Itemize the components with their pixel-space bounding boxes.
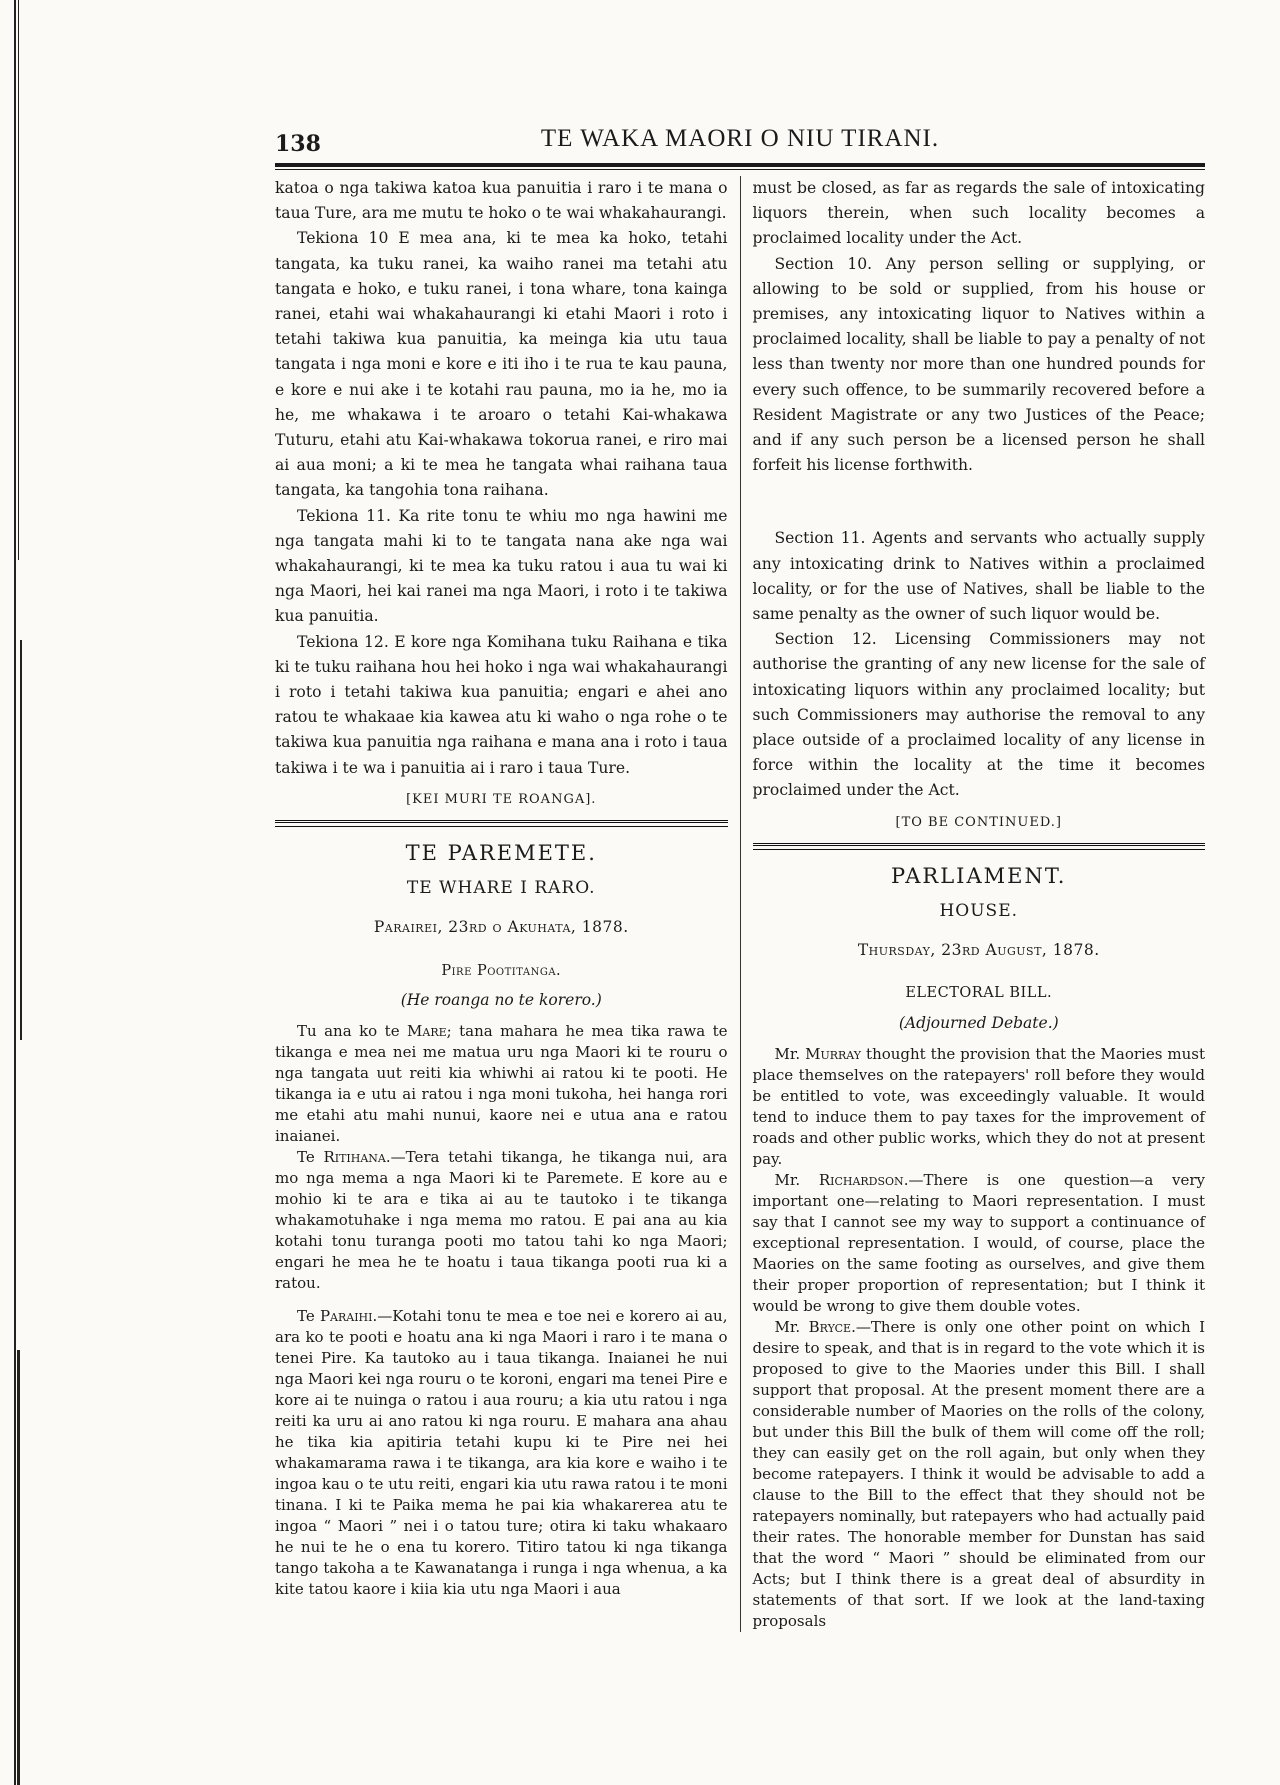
speech-text: ; tana mahara he mea tika rawa te tikanga e mea nei me matua uru nga Maori ki te rouru o nga tangata uut reiti kia whiwhi ai ratou ki te pooti. He tikanga ia e utu ai ratou i nga moni tukoha, hei hanga rori me etahi atu mahi nunui, kaore nei e utua ana e ratou inaianei. [275,1022,728,1146]
paragraph: Tekiona 12. E kore nga Komihana tuku Raihana e tika ki te tuku raihana hou hei hoko i nga wai whakahaurangi i roto i tetahi takiwa kua panuitia; engari e ahei ano ratou te whakaae kia kawea atu ki waho o nga rohe o te takiwa kua panuitia nga raihana e mana ana i roto i taua takiwa i te wa i panuitia ai i raro i taua Ture. [275,632,728,777]
speaker-name: Bryce [808,1317,852,1336]
speech-paragraph [275,1147,728,1294]
speech-text: .—There is only one other point on which I desire to speak, and that is in regard to the vote which it is proposed to give to the Maories under this Bill. I shall support that proposal. At the present moment there are a considerable number of Maories on the rolls of the colony, but under this Bill the bulk of them will come off the roll; they can easily get on the roll again, but only when they become ratepayers. I think it would be advisable to add a clause to the Bill to the effect that they should not be ratepayers nominally, but ratepayers who had actually paid their rates. The honorable member for Dunstan has said that the word “ Maori ” should be eliminated from our Acts; but I think there is a great deal of absurdity in statements of that sort. If we look at the land-taxing proposals [752,1317,1205,1630]
header-rule-thin [275,169,1205,170]
newspaper-page [275,115,1205,1632]
speech-text: .—There is one question—a very important one—relating to Maori representation. I must say that I cannot see my way to support a continuance of exceptional representation. I would, of course, place the Maories on the same footing as ourselves, and give them their proper proportion of representation; but I think it would be wrong to give them double votes. [752,1170,1205,1315]
spacer [753,478,1206,526]
paragraph: must be closed, as far as regards the sale of intoxicating liquors therein, when such locality becomes a proclaimed locality under the Act. [752,179,1205,248]
debate-date: Parairei, 23rd o Akuhata, 1878. [373,918,629,937]
speaker-name: Paraihi [319,1307,373,1326]
speaker-name: Richardson [818,1170,904,1189]
subsection-title: TE WHARE I RARO. [406,878,596,899]
debate-note: (He roanga no te korero.) [400,990,602,1009]
speech-text: thought the provision that the Maories must place themselves on the ratepayers' roll before they would be entitled to vote, was exceedingly valuable. It would tend to induce them to pay taxes for the improvement of roads and other public works, which they do not at present pay. [752,1044,1205,1168]
debate-date: Thursday, 23rd August, 1878. [857,941,1100,960]
left-column-maori [275,176,740,1632]
subsection-title: HOUSE. [939,901,1019,922]
debate-note: (Adjourned Debate.) [898,1013,1059,1032]
scan-edge [0,0,30,1785]
running-title: TE WAKA MAORI O NIU TIRANI. [540,125,940,152]
paragraph: Section 11. Agents and servants who actually supply any intoxicating drink to Natives within a proclaimed locality, or for the use of Natives, shall be liable to the same penalty as the owner of such liquor would be. [752,529,1205,624]
section-rule [275,820,728,827]
speech-text: .—Kotahi tonu te mea e toe nei e korero ai au, ara ko te pooti e hoatu ana ki nga Maori i raro i te mana o tenei Pire. Ka tautoko au i taua tikanga. Inaianei he nui nga Maori kei nga rouru o te koroni, engari ma tenei Pire e kore ai te nuinga o ratou i aua rouru; a kia utu ratou i nga reiti ka uru ai ano ratou ki nga rouru. E mahara ana ahau he tika kia apitiria tetahi kupu ki te Pire nei hei whakamarama rawa i te tikanga, ara kia kore e waiho i te ingoa kau o te utu reiti, engari kia utu rawa ratou i te moni tinana. I ki te Paika mema he pai kia whakarerea atu te ingoa “ Maori ” nei i o tatou ture; otira ki taku whakaaro he nui te he o ena tu korero. Titiro tatou ki nga tikanga tango takoha a te Kawanatanga i runga i nga whenua, a ka kite tatou kaore i kiia kia utu nga Maori i aua [275,1307,728,1599]
speaker-name: Mare [407,1022,447,1041]
page-header [275,115,1205,157]
section-rule [753,843,1206,850]
speech-paragraph [753,1044,1206,1170]
speech-prefix: Mr. [774,1317,809,1336]
speech-paragraph [275,1306,728,1600]
paragraph: Tekiona 10 E mea ana, ki te mea ka hoko, tetahi tangata, ka tuku ranei, ka waiho ranei ma tetahi atu tangata e hoko, e tuku ranei, i tona whare, tona kainga ranei, etahi wai whakahaurangi ki etahi Maori i roto i tetahi takiwa kua panuitia, ka meinga kia utu taua tangata i nga moni e kore e iti iho i te rua te kau pauna, e kore e nui ake i te kotahi rau pauna, mo ia he, mo ia he, me whakawa i te aroaro o tetahi Kai-whakawa Tuturu, etahi atu Kai-whakawa tokorua ranei, e riro mai ai aua moni; a ki te mea he tangata whai raihana taua tangata, ka tangohia tona raihana. [275,229,728,500]
page-number: 138 [275,131,321,157]
header-rule [275,163,1205,167]
speech-paragraph [275,1021,728,1147]
speech-prefix: Tu ana ko te [297,1022,408,1041]
continued-note: [TO BE CONTINUED.] [895,814,1062,830]
paragraph: Tekiona 11. Ka rite tonu te whiu mo nga hawini me nga tangata mahi ki to te tangata nana ake nga wai whakahaurangi, ki te mea ka tuku ratou i aua tu wai ki nga Maori, hei kai ranei ma nga Maori, i roto i te takiwa kua panuitia. [275,506,728,626]
speaker-name: Murray [805,1044,862,1063]
speaker-name: Ritihana [323,1148,386,1167]
bill-title: Pire Pootitanga. [441,962,562,979]
speech-prefix: Mr. [774,1044,806,1063]
two-column-body [275,176,1205,1632]
speech-paragraph [753,1317,1206,1632]
speech-prefix: Te [297,1148,324,1167]
section-title: TE PAREMETE. [405,841,597,866]
paragraph: Section 10. Any person selling or supplying, or allowing to be sold or supplied, from his house or premises, any intoxicating liquor to Natives within a proclaimed locality, shall be liable to pay a penalty of not less than twenty nor more than one hundred pounds for every such offence, to be summarily recovered before a Resident Magistrate or any two Justices of the Peace; and if any such person be a licensed person he shall forfeit his license forthwith. [752,254,1205,475]
right-column-english [741,176,1206,1632]
paragraph: Section 12. Licensing Commissioners may not authorise the granting of any new license for the sale of intoxicating liquors within any proclaimed locality; but such Commissioners may authorise the removal to any place outside of a proclaimed locality of any license in force within the locality at the time it becomes proclaimed under the Act. [752,630,1205,800]
speech-text: .—Tera tetahi tikanga, he tikanga nui, ara mo nga mema a nga Maori ki te Paremete. E kore au e mohio ki te ara e tika ai au te tautoko i te tikanga whakamotuhake i nga mema mo ratou. E pai ana au kia kotahi tonu turanga pooti mo tatou tahi ko nga Maori; engari he mea he te hoatu i taua tikanga pooti rua ki a ratou. [275,1148,728,1293]
speech-prefix: Te [297,1307,320,1326]
section-title: PARLIAMENT. [891,863,1067,888]
bill-title: ELECTORAL BILL. [905,985,1053,1002]
speech-prefix: Mr. [774,1170,819,1189]
paragraph: katoa o nga takiwa katoa kua panuitia i raro i te mana o taua Ture, ara me mutu te hoko o te wai whakahaurangi. [275,179,728,223]
continued-note: [KEI MURI TE ROANGA]. [406,791,597,807]
speech-paragraph [753,1170,1206,1317]
